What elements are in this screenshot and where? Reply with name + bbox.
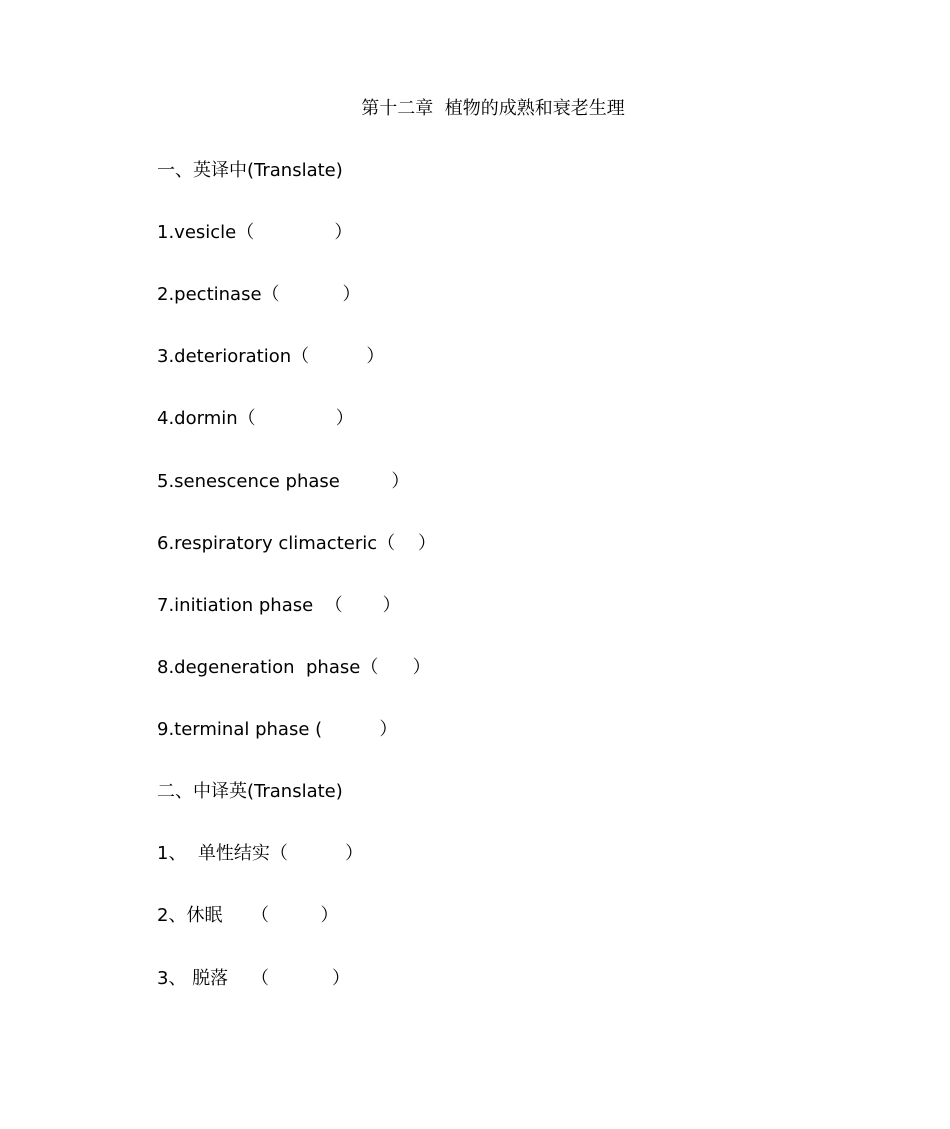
question-item: 1、 单性结实（ ）	[157, 843, 364, 864]
question-item: 8.degeneration phase（ ）	[157, 657, 431, 678]
question-item: 4.dormin（ ）	[157, 408, 354, 429]
question-item: 6.respiratory climacteric（ ）	[157, 533, 437, 554]
section2-heading: 二、中译英(Translate)	[157, 781, 343, 802]
question-item: 3.deterioration（ ）	[157, 346, 385, 367]
question-item: 5.senescence phase ）	[157, 471, 410, 492]
question-item: 7.initiation phase （ ）	[157, 595, 401, 616]
question-item: 1.vesicle（ ）	[157, 222, 353, 243]
question-item: 9.terminal phase ( ）	[157, 719, 398, 740]
chapter-title: 第十二章 植物的成熟和衰老生理	[361, 98, 625, 119]
question-item: 3、 脱落 （ ）	[157, 968, 350, 989]
question-item: 2.pectinase（ ）	[157, 284, 361, 305]
section1-heading: 一、英译中(Translate)	[157, 160, 343, 181]
question-item: 2、休眠 （ ）	[157, 905, 339, 926]
